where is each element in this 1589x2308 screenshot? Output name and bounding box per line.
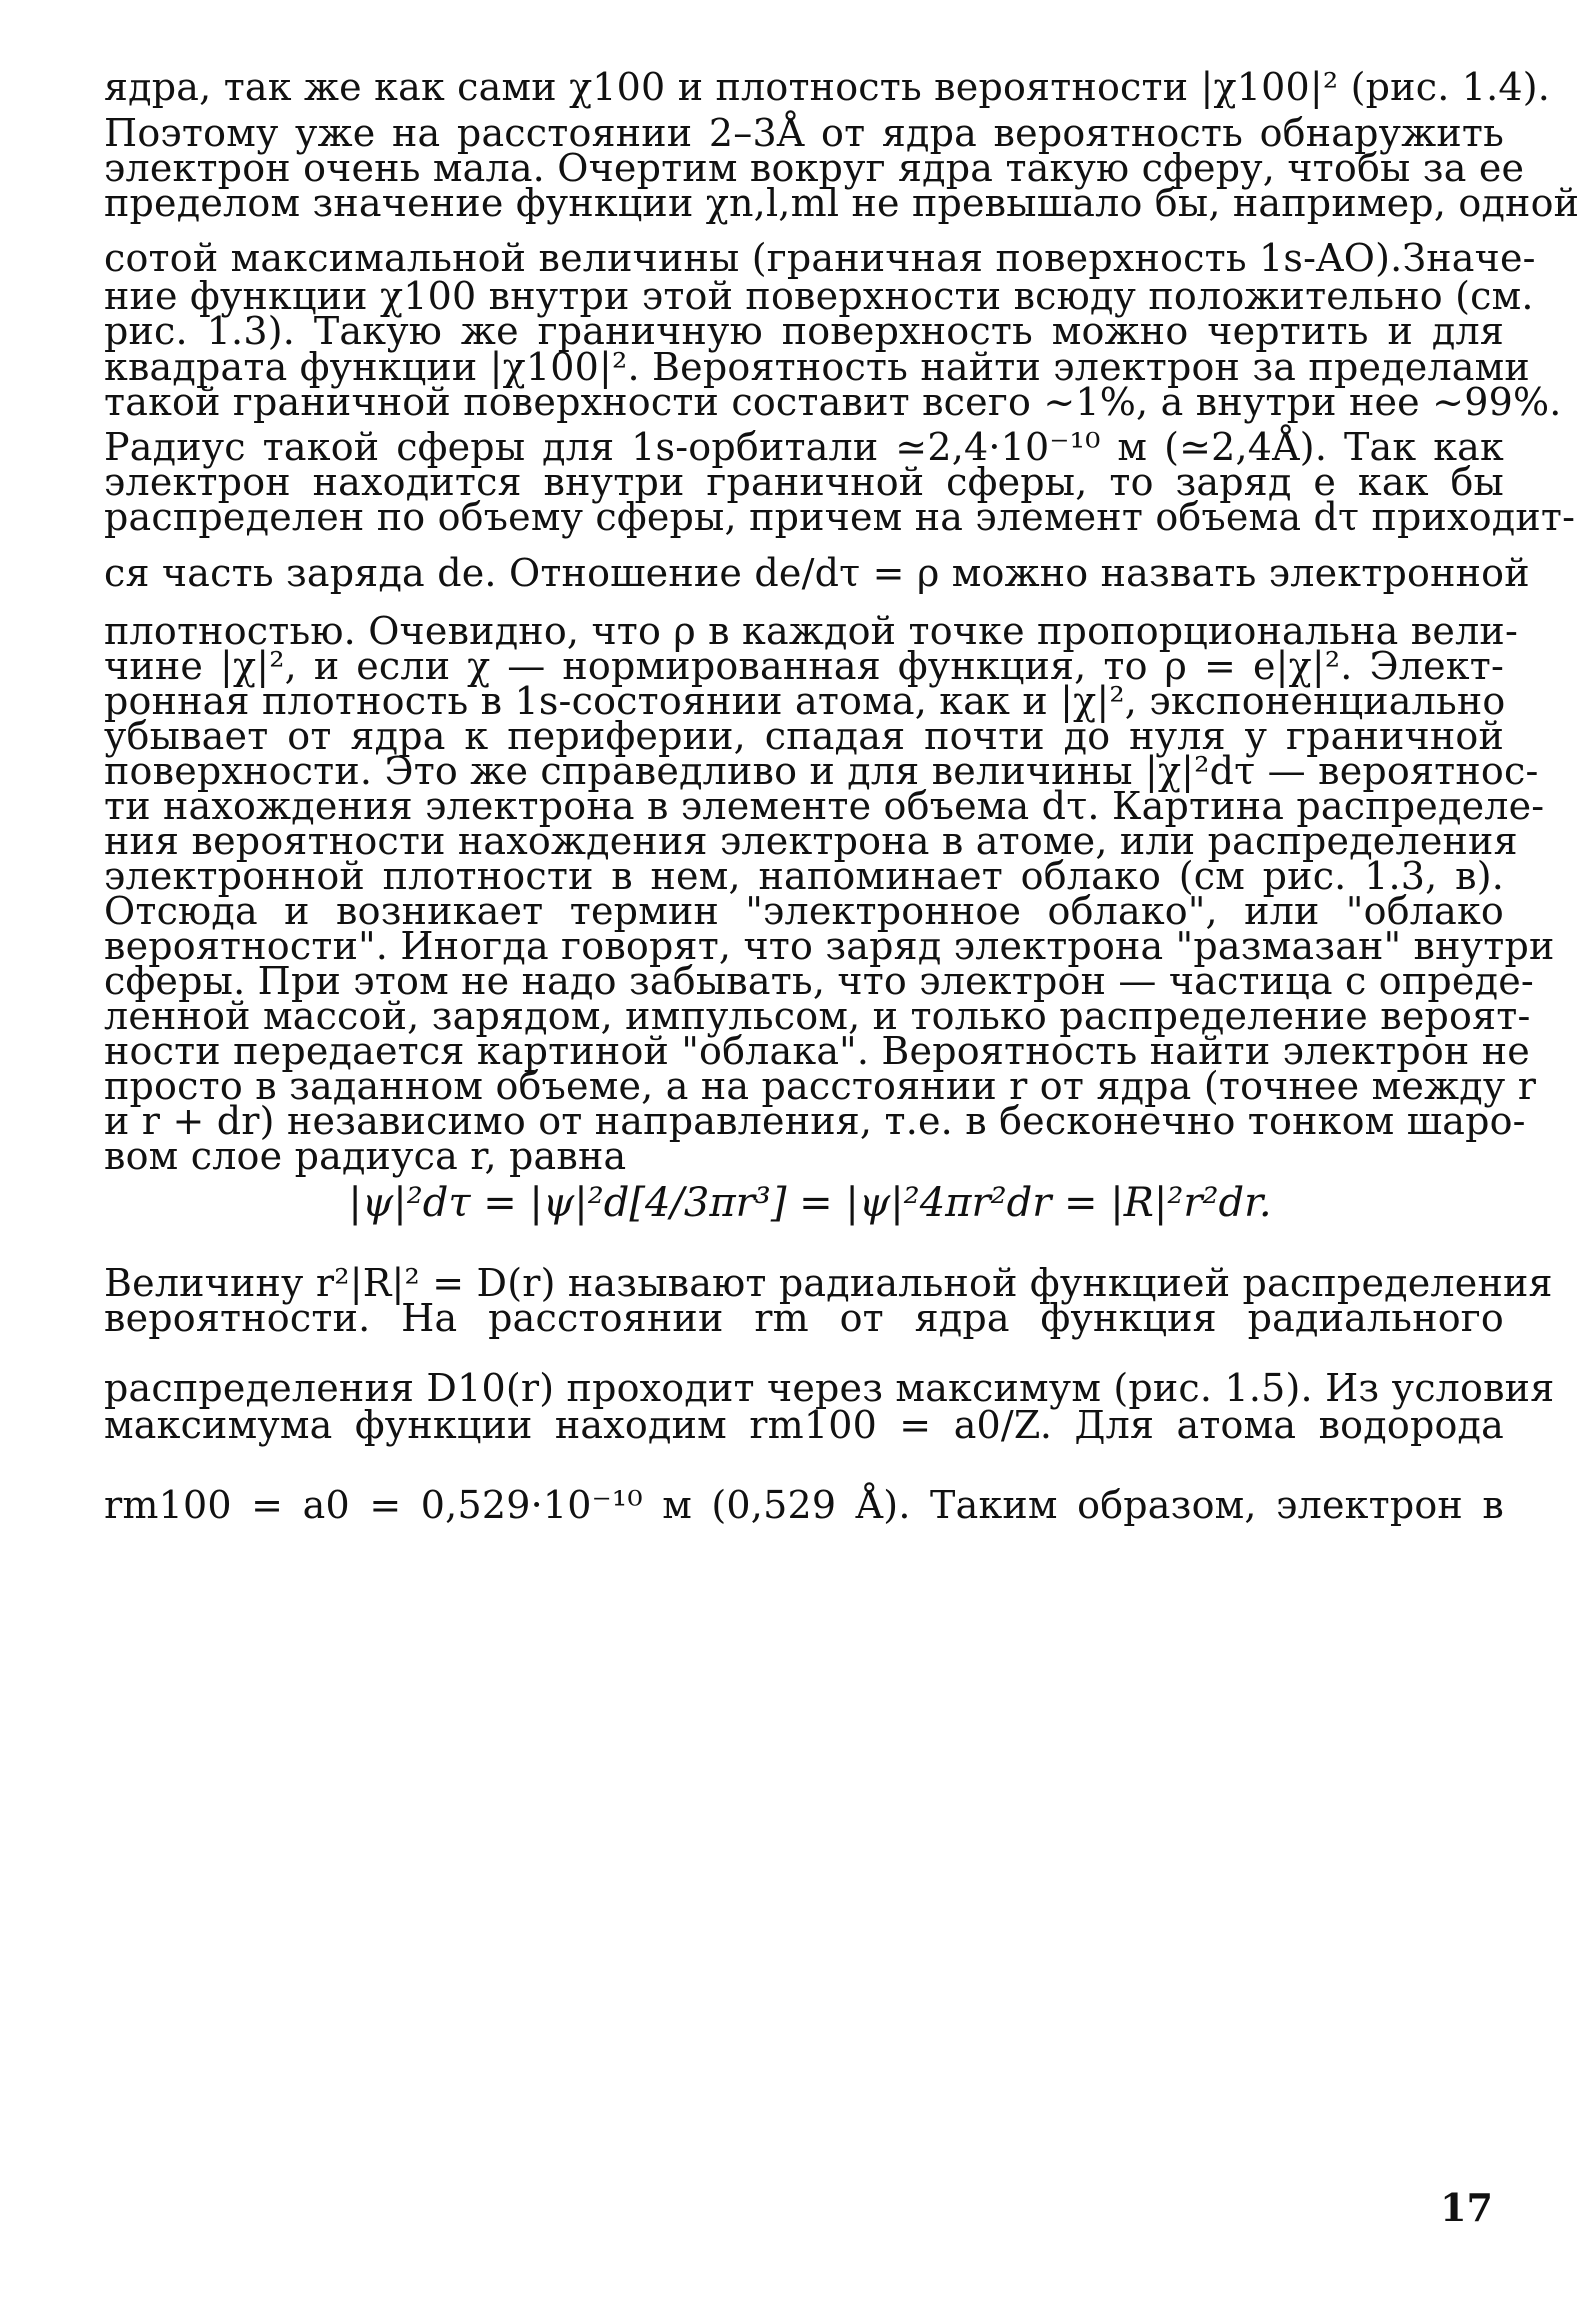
text-line: электрон очень мала. Очертим вокруг ядра такую сферу, чтобы за ее [104, 146, 1525, 190]
text-line: максимума функции находим rm100 = a0/Z. Для атома водорода [104, 1403, 1504, 1447]
text-line: ленной массой, зарядом, импульсом, и только распределение вероят- [104, 994, 1531, 1038]
text-line: ние функции χ100 внутри этой поверхности всюду положительно (см. [104, 274, 1534, 318]
text-line: пределом значение функции χn,l,ml не превышало бы, например, одной [104, 181, 1580, 225]
text-line: чине |χ|², и если χ — нормированная функция, то ρ = e|χ|². Элект- [104, 644, 1504, 688]
text-line: плотностью. Очевидно, что ρ в каждой точке пропорциональна вели- [104, 609, 1518, 653]
text-line: ности передается картиной "облака". Вероятность найти электрон не [104, 1029, 1530, 1073]
text-line: Величину r²|R|² = D(r) называют радиальной функцией распределения [104, 1261, 1553, 1305]
text-line: и r + dr) независимо от направления, т.е. в бесконечно тонком шаро- [104, 1099, 1526, 1143]
text-line: рис. 1.3). Такую же граничную поверхность можно чертить и для [104, 309, 1504, 353]
text-line: квадрата функции |χ100|². Вероятность найти электрон за пределами [104, 345, 1530, 389]
text-line: Поэтому уже на расстоянии 2–3Å от ядра вероятность обнаружить [104, 111, 1504, 155]
text-line: rm100 = a0 = 0,529·10⁻¹⁰ м (0,529 Å). Таким образом, электрон в [104, 1483, 1504, 1527]
text-line: ся часть заряда de. Отношение de/dτ = ρ можно назвать электронной [104, 551, 1530, 595]
text-line: поверхности. Это же справедливо и для величины |χ|²dτ — вероятнос- [104, 749, 1539, 793]
text-line: ронная плотность в 1s-состоянии атома, как и |χ|², экспоненциально [104, 679, 1506, 723]
text-line: распределения D10(r) проходит через максимум (рис. 1.5). Из условия [104, 1366, 1555, 1410]
formula: |ψ|²dτ = |ψ|²d[4/3πr³] = |ψ|²4πr²dr = |R|²r²dr. [348, 1180, 1272, 1226]
text-line: убывает от ядра к периферии, спадая почти до нуля у граничной [104, 714, 1504, 758]
text-line: вом слое радиуса r, равна [104, 1134, 627, 1178]
text-line: электрон находится внутри граничной сферы, то заряд e как бы [104, 460, 1504, 504]
text-line: распределен по объему сферы, причем на элемент объема dτ приходит- [104, 495, 1576, 539]
text-line: Отсюда и возникает термин "электронное облако", или "облако [104, 889, 1504, 933]
text-line: сотой максимальной величины (граничная поверхность 1s-AO).Значе- [104, 236, 1536, 280]
text-line: электронной плотности в нем, напоминает облако (см рис. 1.3, в). [104, 854, 1504, 898]
text-line: вероятности. На расстоянии rm от ядра функция радиального [104, 1296, 1504, 1340]
text-line: такой граничной поверхности составит всего ~1%, а внутри нее ~99%. [104, 380, 1562, 424]
text-line: сферы. При этом не надо забывать, что электрон — частица с опреде- [104, 959, 1534, 1003]
text-line: вероятности". Иногда говорят, что заряд электрона "размазан" внутри [104, 924, 1555, 968]
text-line: ядра, так же как сами χ100 и плотность вероятности |χ100|² (рис. 1.4). [104, 65, 1551, 109]
text-line: просто в заданном объеме, а на расстоянии r от ядра (точнее между r [104, 1064, 1537, 1108]
text-line: ния вероятности нахождения электрона в атоме, или распределения [104, 819, 1518, 863]
text-line: ти нахождения электрона в элементе объема dτ. Картина распределе- [104, 784, 1545, 828]
page-number: 17 [1440, 2185, 1493, 2230]
text-line: Радиус такой сферы для 1s-орбитали ≃2,4·10⁻¹⁰ м (≃2,4Å). Так как [104, 425, 1504, 469]
